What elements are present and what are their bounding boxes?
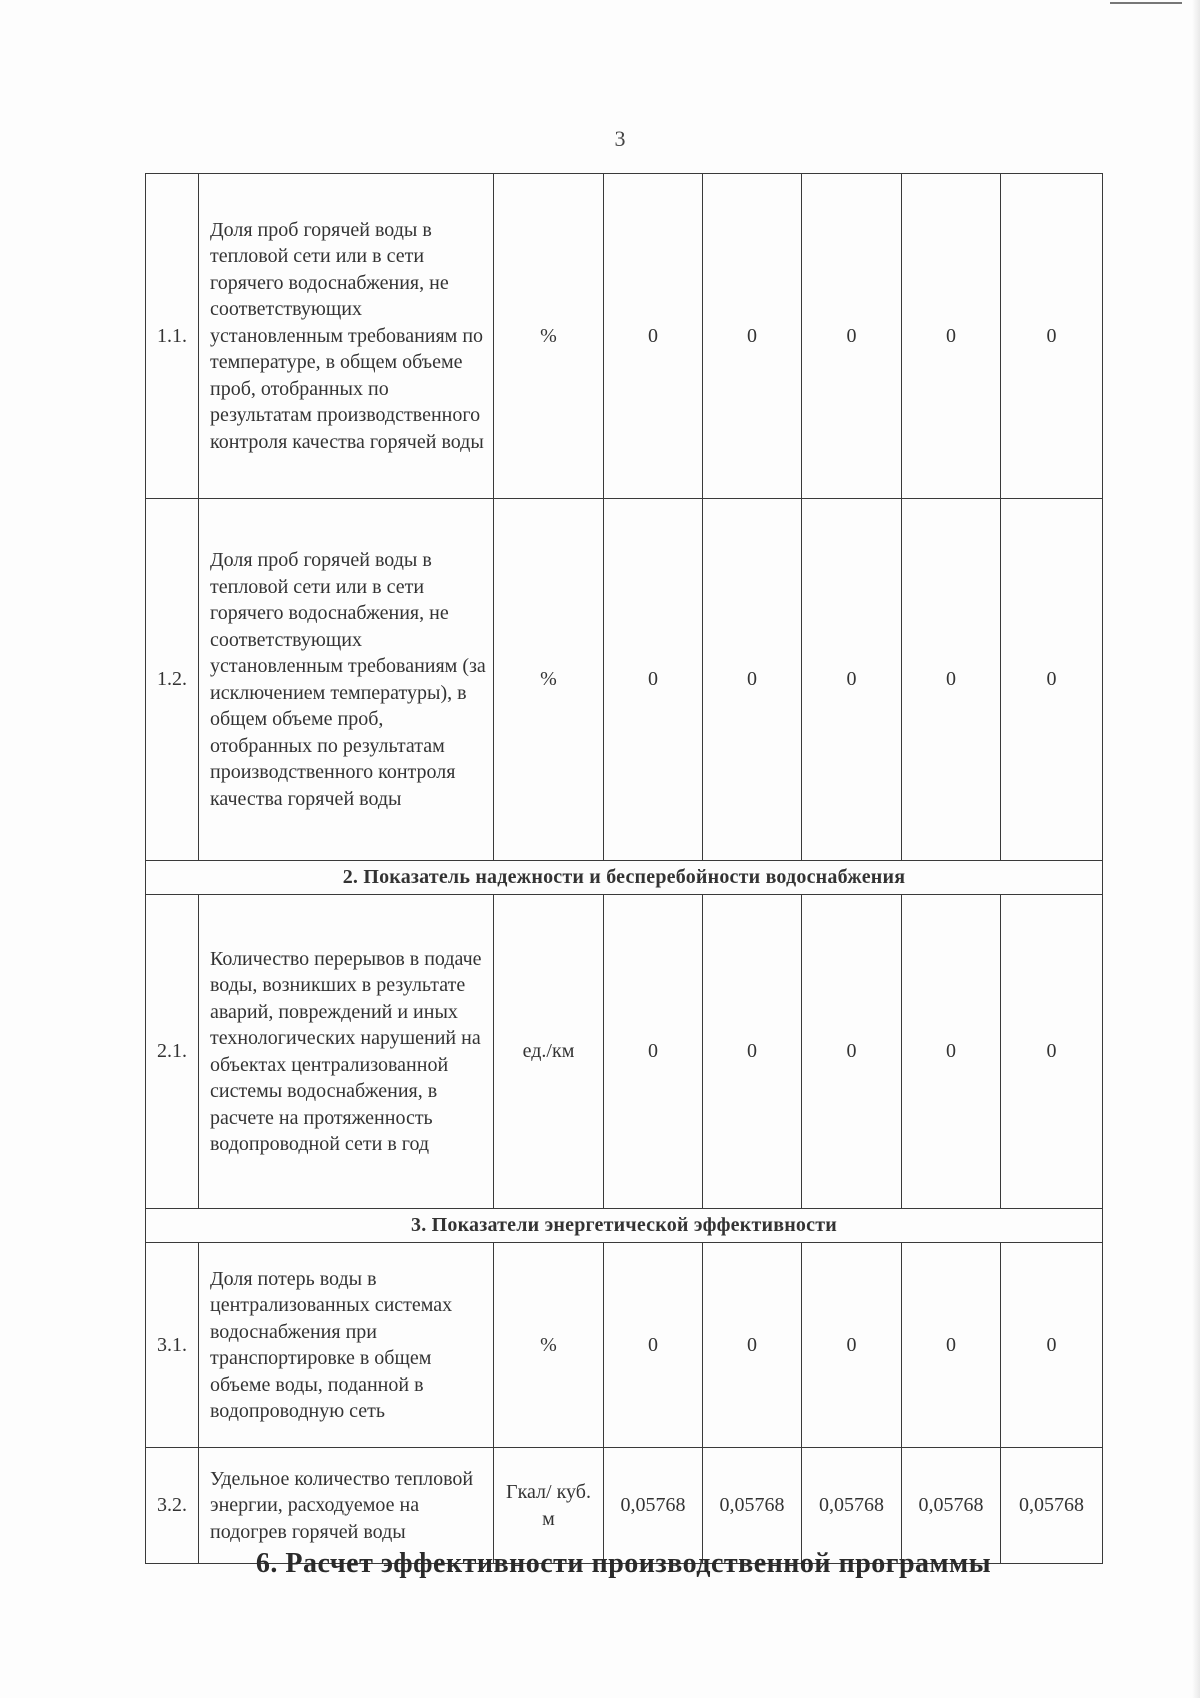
unit-cell: % xyxy=(494,499,604,861)
section-heading-efficiency: 6. Расчет эффективности производственной программы xyxy=(255,1548,992,1579)
value-cell: 0 xyxy=(1001,499,1103,861)
value-cell: 0 xyxy=(604,1243,703,1448)
row-number: 1.1. xyxy=(146,174,199,499)
value-cell: 0 xyxy=(703,895,802,1209)
value-cell: 0 xyxy=(802,895,902,1209)
table-row xyxy=(146,174,1103,499)
unit-cell: % xyxy=(494,174,604,499)
indicators-table xyxy=(145,173,1103,1564)
section-row xyxy=(146,861,1103,895)
value-cell: 0 xyxy=(1001,895,1103,1209)
value-cell: 0 xyxy=(802,174,902,499)
table-row xyxy=(146,1243,1103,1448)
value-cell: 0 xyxy=(802,1243,902,1448)
value-cell: 0 xyxy=(1001,1243,1103,1448)
table-row xyxy=(146,499,1103,861)
value-cell: 0 xyxy=(703,174,802,499)
value-cell: 0 xyxy=(604,499,703,861)
section-heading-reliability: 2. Показатель надежности и бесперебойности водоснабжения xyxy=(146,861,1103,895)
value-cell: 0,05768 xyxy=(802,1448,902,1564)
page-number: 3 xyxy=(614,126,626,151)
section-heading-energy: 3. Показатели энергетической эффективности xyxy=(146,1209,1103,1243)
value-cell: 0 xyxy=(703,499,802,861)
row-number: 2.1. xyxy=(146,895,199,1209)
value-cell: 0 xyxy=(902,895,1001,1209)
indicator-name: Доля проб горячей воды в тепловой сети или в сети горячего водоснабжения, не соответствующих установленным требованиям по температуре, в общем объеме проб, отобранных по результатам производственного контроля качества горячей воды xyxy=(199,174,494,499)
indicator-name: Удельное количество тепловой энергии, расходуемое на подогрев горячей воды xyxy=(199,1448,494,1564)
indicator-name: Количество перерывов в подаче воды, возникших в результате аварий, повреждений и иных технологических нарушений на объектах централизованной системы водоснабжения, в расчете на протяженность водопроводной сети в год xyxy=(199,895,494,1209)
table-row xyxy=(146,895,1103,1209)
unit-cell: % xyxy=(494,1243,604,1448)
value-cell: 0,05768 xyxy=(604,1448,703,1564)
value-cell: 0 xyxy=(802,499,902,861)
section-row xyxy=(146,1209,1103,1243)
indicator-name: Доля потерь воды в централизованных системах водоснабжения при транспортировке в общем объеме воды, поданной в водопроводную сеть xyxy=(199,1243,494,1448)
value-cell: 0 xyxy=(902,1243,1001,1448)
value-cell: 0 xyxy=(1001,174,1103,499)
value-cell: 0 xyxy=(604,895,703,1209)
value-cell: 0 xyxy=(604,174,703,499)
value-cell: 0,05768 xyxy=(1001,1448,1103,1564)
value-cell: 0,05768 xyxy=(902,1448,1001,1564)
scan-edge xyxy=(1192,0,1200,1698)
table-row xyxy=(146,1448,1103,1564)
row-number: 3.1. xyxy=(146,1243,199,1448)
value-cell: 0 xyxy=(703,1243,802,1448)
unit-cell: ед./км xyxy=(494,895,604,1209)
indicator-name: Доля проб горячей воды в тепловой сети или в сети горячего водоснабжения, не соответствующих установленным требованиям (за исключением температуры), в общем объеме проб, отобранных по результатам производственного контроля качества горячей воды xyxy=(199,499,494,861)
row-number: 1.2. xyxy=(146,499,199,861)
unit-cell: Гкал/ куб. м xyxy=(494,1448,604,1564)
value-cell: 0 xyxy=(902,499,1001,861)
row-number: 3.2. xyxy=(146,1448,199,1564)
value-cell: 0,05768 xyxy=(703,1448,802,1564)
scan-mark xyxy=(1110,2,1182,4)
value-cell: 0 xyxy=(902,174,1001,499)
